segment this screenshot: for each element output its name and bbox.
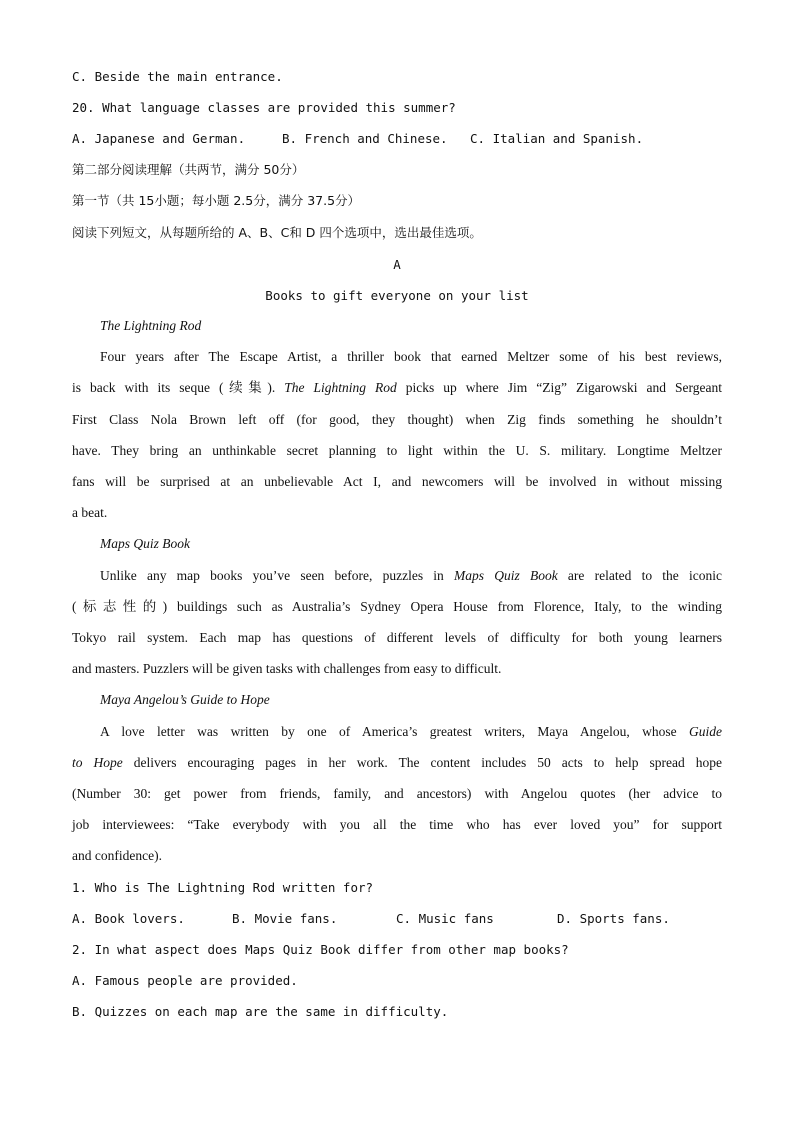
- book1-line5: fans will be surprised at an unbelievable Act I, and newcomers will be involved in without missing: [72, 474, 722, 489]
- book1-inline-title: The Lightning Rod: [284, 380, 397, 395]
- q1-stem: 1. Who is The Lightning Rod written for?: [72, 880, 374, 895]
- q20-stem: 20. What language classes are provided this summer?: [72, 100, 456, 115]
- q20-option-b: B. French and Chinese.: [282, 131, 448, 146]
- book1-line6: a beat.: [72, 505, 108, 520]
- section1-heading: 第一节（共 15小题；每小题 2.5分，满分 37.5分）: [72, 193, 361, 208]
- passage-label: A: [393, 257, 401, 272]
- book1-line2: [72, 379, 722, 397]
- q19-option-c: C. Beside the main entrance.: [72, 69, 283, 84]
- q20-option-c: C. Italian and Spanish.: [470, 131, 644, 146]
- book2-line3: Tokyo rail system. Each map has questions of different levels of difficulty for both young learners: [72, 630, 722, 645]
- q20-option-a: A. Japanese and German.: [72, 131, 246, 146]
- q1-option-b: B. Movie fans.: [232, 911, 338, 926]
- book3-line1: [100, 723, 722, 741]
- book3-inline-title-part1: Guide: [689, 724, 722, 739]
- q1-option-d: D. Sports fans.: [557, 911, 670, 926]
- reading-instruction: 阅读下列短文，从每题所给的 A、B、C和 D 四个选项中，选出最佳选项。: [72, 225, 482, 240]
- book3-line3: (Number 30: get power from friends, family, and ancestors) with Angelou quotes (her advice to: [72, 786, 722, 801]
- book1-title: The Lightning Rod: [100, 318, 202, 333]
- book1-line1: Four years after The Escape Artist, a thriller book that earned Meltzer some of his best reviews,: [100, 349, 722, 364]
- book3-title: Maya Angelou’s Guide to Hope: [100, 692, 270, 707]
- part2-title: 第二部分阅读理解（共两节，满分 50分）: [72, 162, 305, 177]
- book1-line3: First Class Nola Brown left off (for good, they thought) when Zig finds something he shouldn’t: [72, 412, 722, 427]
- book1-line4: have. They bring an unthinkable secret planning to light within the U. S. military. Longtime Meltzer: [72, 443, 722, 458]
- book3-line5: and confidence).: [72, 848, 162, 863]
- book3-inline-title-part2: to Hope: [72, 755, 123, 770]
- book2-line2: (标志性的) buildings such as Australia’s Sydney Opera House from Florence, Italy, to the winding: [72, 599, 722, 614]
- passage-title: Books to gift everyone on your list: [265, 288, 529, 303]
- book2-line4: and masters. Puzzlers will be given tasks with challenges from easy to difficult.: [72, 661, 502, 676]
- book2-line1: [100, 567, 722, 585]
- q2-option-a: A. Famous people are provided.: [72, 973, 298, 988]
- book2-title: Maps Quiz Book: [100, 536, 190, 551]
- book1-line2-rest: picks up where Jim “Zig” Zigarowski and Sergeant: [396, 380, 722, 395]
- q2-option-b: B. Quizzes on each map are the same in difficulty.: [72, 1004, 449, 1019]
- book2-line1-text: Unlike any map books you’ve seen before, puzzles in: [100, 568, 455, 583]
- book3-line1-text: A love letter was written by one of America’s greatest writers, Maya Angelou, whose: [100, 724, 689, 739]
- book3-line4: job interviewees: “Take everybody with you all the time who has ever loved you” for support: [72, 817, 722, 832]
- q1-option-a: A. Book lovers.: [72, 911, 185, 926]
- book1-line2-text: is back with its seque (续集).: [72, 380, 285, 395]
- book2-line1-rest: are related to the iconic: [557, 568, 722, 583]
- book3-line2: [72, 754, 722, 772]
- book2-inline-title: Maps Quiz Book: [454, 568, 558, 583]
- q1-option-c: C. Music fans: [396, 911, 494, 926]
- book3-line2-rest: delivers encouraging pages in her work. The content includes 50 acts to help spread hope: [122, 755, 722, 770]
- q2-stem: 2. In what aspect does Maps Quiz Book differ from other map books?: [72, 942, 569, 957]
